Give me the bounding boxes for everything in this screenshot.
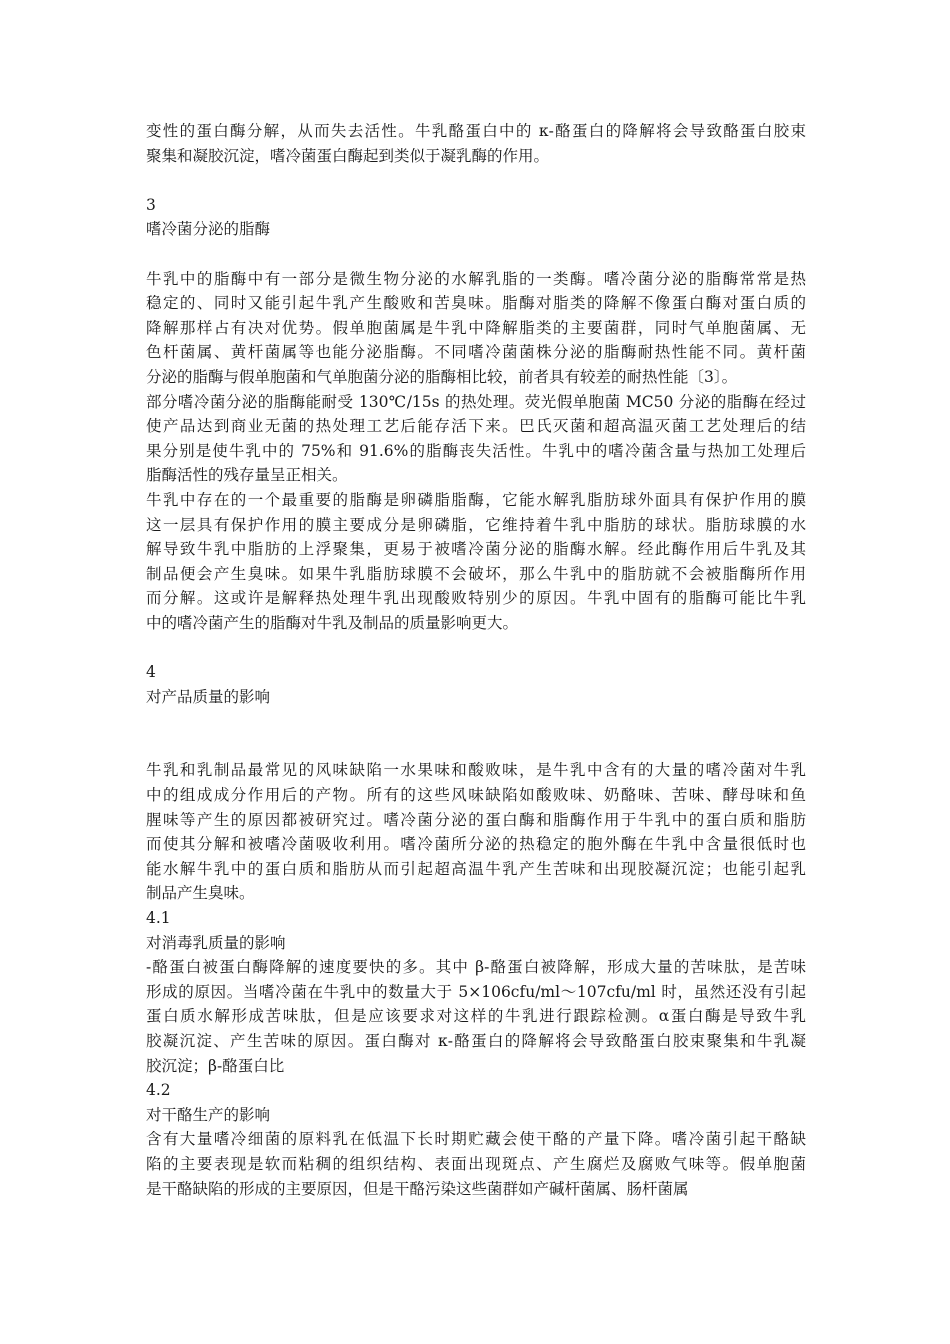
blank-line [146,242,806,267]
section-number: 4.1 [146,909,171,927]
paragraph-line: 胶凝沉淀、产生苦味的原因。蛋白酶对 κ-酪蛋白的降解将会导致酪蛋白胶束聚集和牛乳凝 [146,1031,806,1050]
section-title: 对产品质量的影响 [146,687,271,706]
paragraph-line: 降解那样占有决对优势。假单胞菌属是牛乳中降解脂类的主要菌群，同时气单胞菌属、无 [146,318,806,337]
section-4-para-1 [146,758,806,906]
section-3-heading [146,193,806,242]
paragraph-line: 分泌的脂酶与假单胞菌和气单胞菌分泌的脂酶相比较，前者具有较差的耐热性能〔3〕。 [146,367,738,386]
paragraph-line: 含有大量嗜冷细菌的原料乳在低温下长时期贮藏会使干酪的产量下降。嗜冷菌引起干酪缺 [146,1130,806,1149]
paragraph-line: 使产品达到商业无菌的热处理工艺后能存活下来。巴氏灭菌和超高温灭菌工艺处理后的结 [146,417,806,436]
paragraph-line: 牛乳和乳制品最常见的风味缺陷一水果味和酸败味，是牛乳中含有的大量的嗜冷菌对牛乳 [146,761,806,780]
section-number: 4 [146,663,156,682]
section-title: 嗜冷菌分泌的脂酶 [146,220,271,239]
paragraph-line: 部分嗜冷菌分泌的脂酶能耐受 130℃/15s 的热处理。荧光假单胞菌 MC50 分泌的脂酶在经过 [146,392,806,411]
section-3-para-2 [146,390,806,488]
paragraph-line: 腥味等产生的原因都被研究过。嗜冷菌分泌的蛋白酶和脂酶作用于牛乳中的蛋白质和脂肪 [146,810,806,829]
section-title: 对干酪生产的影响 [146,1105,271,1124]
paragraph-line: 这一层具有保护作用的膜主要成分是卵磷脂，它维持着牛乳中脂肪的球状。脂肪球膜的水 [146,515,806,534]
paragraph-line: 牛乳中存在的一个最重要的脂酶是卵磷脂脂酶，它能水解乳脂肪球外面具有保护作用的膜 [146,490,806,509]
blank-line [146,168,806,193]
section-number: 3 [146,195,156,214]
paragraph-line: 牛乳中的脂酶中有一部分是微生物分泌的水解乳脂的一类酶。嗜冷菌分泌的脂酶常常是热 [146,269,806,288]
section-4-heading [146,660,806,709]
section-title: 对消毒乳质量的影响 [146,933,286,952]
intro-paragraph [146,119,806,168]
section-3-para-1 [146,267,806,390]
paragraph-line: 变性的蛋白酶分解，从而失去活性。牛乳酪蛋白中的 κ-酪蛋白的降解将会导致酪蛋白胶束 [146,122,806,140]
paragraph-line: 稳定的、同时又能引起牛乳产生酸败和苦臭味。脂酶对脂类的降解不像蛋白酶对蛋白质的 [146,294,806,313]
section-4-2-para [146,1127,806,1201]
paragraph-line: 胶沉淀；β-酪蛋白比 [146,1056,285,1075]
paragraph-line: 制品便会产生臭味。如果牛乳脂肪球膜不会破坏，那么牛乳中的脂肪就不会被脂酶所作用 [146,564,806,583]
paragraph-line: 是干酪缺陷的形成的主要原因，但是干酪污染这些菌群如产碱杆菌属、肠杆菌属 [146,1179,689,1198]
paragraph-line: 中的嗜冷菌产生的脂酶对牛乳及制品的质量影响更大。 [146,613,519,632]
paragraph-line: 能水解牛乳中的蛋白质和脂肪从而引起超高温牛乳产生苦味和出现胶凝沉淀；也能引起乳 [146,859,806,878]
blank-line [146,709,806,734]
paragraph-line: 色杆菌属、黄杆菌属等也能分泌脂酶。不同嗜冷菌菌株分泌的脂酶耐热性能不同。黄杆菌 [146,343,806,362]
paragraph-line: 蛋白质水解形成苦味肽，但是应该要求对这样的牛乳进行跟踪检测。α蛋白酶是导致牛乳 [146,1007,806,1026]
section-number: 4.2 [146,1081,171,1100]
section-4-1-para [146,955,806,1078]
paragraph-line: 果分别是使牛乳中的 75%和 91.6%的脂酶丧失活性。牛乳中的嗜冷菌含量与热加工处理后 [146,441,806,460]
paragraph-line: 制品产生臭味。 [146,884,255,903]
paragraph-line: 聚集和凝胶沉淀，嗜冷菌蛋白酶起到类似于凝乳酶的作用。 [146,146,550,165]
paragraph-line: 脂酶活性的残存量呈正相关。 [146,466,348,485]
paragraph-line: -酪蛋白被蛋白酶降解的速度要快的多。其中 β-酪蛋白被降解，形成大量的苦味肽，是苦味 [146,958,806,977]
section-4-2-heading [146,1078,806,1127]
blank-line [146,635,806,660]
paragraph-line: 陷的主要表现是软而粘稠的组织结构、表面出现斑点、产生腐烂及腐败气味等。假单胞菌 [146,1154,806,1173]
paragraph-line: 而分解。这或许是解释热处理牛乳出现酸败特别少的原因。牛乳中固有的脂酶可能比牛乳 [146,589,806,608]
paragraph-line: 而使其分解和被嗜冷菌吸收利用。嗜冷菌所分泌的热稳定的胞外酶在牛乳中含量很低时也 [146,835,806,854]
blank-line [146,734,806,759]
paragraph-line: 解导致牛乳中脂肪的上浮聚集，更易于被嗜冷菌分泌的脂酶水解。经此酶作用后牛乳及其 [146,540,806,559]
document-page [146,119,806,1201]
section-4-1-heading [146,906,806,955]
paragraph-line: 形成的原因。当嗜冷菌在牛乳中的数量大于 5×106cfu/ml～107cfu/ml 时，虽然还没有引起 [146,982,806,1001]
section-3-para-3 [146,488,806,636]
paragraph-line: 中的组成成分作用后的产物。所有的这些风味缺陷如酸败味、奶酪味、苦味、酵母味和鱼 [146,786,806,805]
